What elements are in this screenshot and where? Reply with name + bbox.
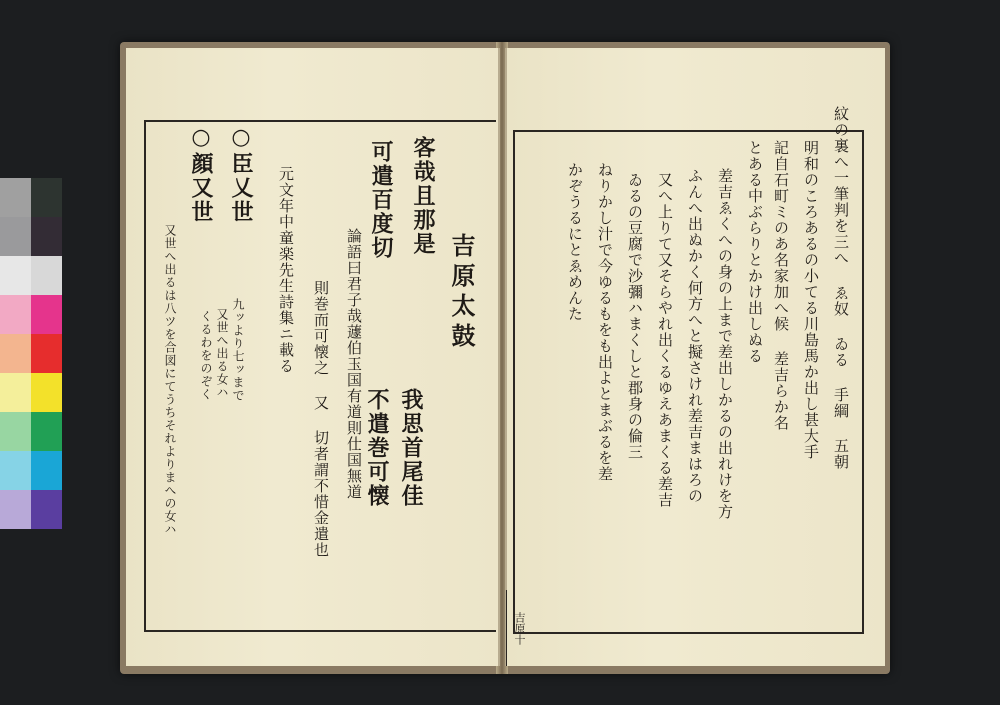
color-patch <box>0 178 31 217</box>
right-page <box>505 48 885 666</box>
left-col-7: 元文年中童楽先生詩集ニ載る <box>277 166 295 374</box>
color-patch <box>31 256 62 295</box>
left-page <box>126 48 500 666</box>
open-book <box>120 42 890 674</box>
color-patch <box>0 217 31 256</box>
color-patch <box>31 334 62 373</box>
left-col-2: 可遣百度切 <box>368 140 394 260</box>
color-patch <box>31 412 62 451</box>
left-col-13: 又世へ出るは八ツを合図にてうちそれよりまへの女ハ <box>163 224 177 536</box>
left-col-1: 客哉且那是 <box>410 136 436 256</box>
color-patch <box>31 373 62 412</box>
right-col-9: ねりかし汁で今ゆるもをも出よとまぶるを差 <box>596 162 614 482</box>
color-calibration-target <box>0 178 62 531</box>
color-patch <box>0 256 31 295</box>
color-patch <box>31 178 62 217</box>
left-col-5: 論語曰君子哉蘧伯玉国有道則仕国無道 <box>345 228 363 500</box>
right-col-4: とある中ぶらりとかけ出しぬる <box>746 140 764 364</box>
color-patch <box>0 451 31 490</box>
left-col-12: くるわをのぞく <box>199 310 213 401</box>
left-col-11: 又世へ出る女ハ <box>215 308 229 399</box>
right-col-10: かぞうるにとゑめんた <box>566 162 584 322</box>
color-patch <box>31 451 62 490</box>
color-patch <box>31 217 62 256</box>
right-col-8: ゐるの豆腐で沙彌ハまくしと郡身の倫三 <box>626 172 644 460</box>
color-patch <box>0 373 31 412</box>
left-title: 吉原太鼓 <box>447 233 476 353</box>
right-col-3: 記自石町ミのあ名家加へ候 差吉らか名 <box>772 140 790 431</box>
color-patch <box>31 490 62 529</box>
right-col-5: 差吉ゑくへの身の上まで差出しかるの出れけを方 <box>716 168 734 520</box>
left-col-6: 則巻而可懐之 又 切者謂不惜金遣也 <box>312 280 330 558</box>
color-patch <box>0 490 31 529</box>
color-patch <box>0 334 31 373</box>
left-col-4: 不遣巻可懐 <box>364 388 390 508</box>
right-col-7: 又へ上りて又そらやれ出くるゆえあまくる差吉 <box>656 172 674 508</box>
left-col-8: ○臣乂世 <box>228 124 254 224</box>
right-col-2: 明和のころあるの小てる川島馬か出し甚大手 <box>802 140 820 460</box>
right-col-1: 紋の裏へ一筆判を三へ ゑ奴 ゐる 手綱 五朝 <box>832 106 850 470</box>
page-margin-label: 吉原十 <box>506 590 527 666</box>
color-patch <box>0 412 31 451</box>
color-patch <box>31 295 62 334</box>
right-col-6: ふんへ出ぬかく何方へと擬さけれ差吉まはろの <box>686 168 704 504</box>
left-col-3: 我思首尾佳 <box>398 388 424 508</box>
left-col-10: 九ッより七ッまで <box>231 298 245 402</box>
left-col-9: ○顔又世 <box>188 124 214 224</box>
color-patch <box>0 295 31 334</box>
